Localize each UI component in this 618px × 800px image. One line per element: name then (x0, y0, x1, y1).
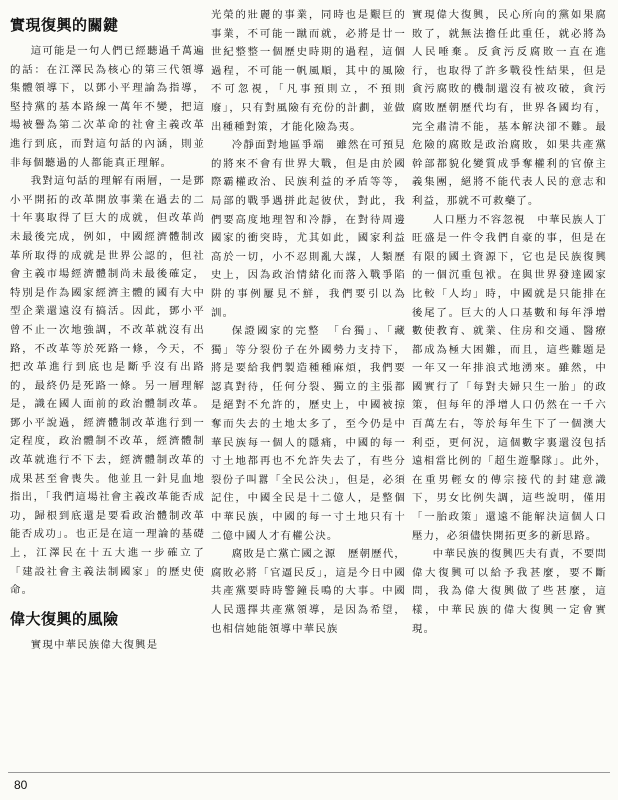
paragraph: 我對這句話的理解有兩層，一是鄧小平開拓的改革開放事業在過去的二十年裏取得了巨大的成就，但改革尚未最後完成，例如，中國經濟體制改革所取得的成就是世界公認的，但社會主義市場經濟體制尚未最後確定，特別是作為國家經濟主體的國有大中型企業還遠沒有搞活。因此，鄧小平曾不止一次地強調，不改革就沒有出路，不改革等於死路一條，今天，不把改革進行到底也是斷乎沒有出路的，最終仍是死路一條。另一層理解是，識在國人面前的政治體制改革。鄧小平說過，經濟體制改革進行到一定程度，政治體制不改革，經濟體制改革就進行不下去，經濟體制改革的成果甚至會喪失。他並且一針見血地指出，「我們這場社會主義改革能否成功，歸根到底還是要看政治體制改革能否成功」。也正是在這一理論的基礎上，江澤民在十五大進一步確立了「建設社會主義法制國家」的歷史使命。 (10, 175, 205, 597)
paragraph: 這可能是一句人們已經聽過千萬遍的話：在江澤民為核心的第三代領導集體領導下，以鄧小平理論為指導，堅持黨的基本路線一萬年不變，把這場被譽為第二次革命的社會主義改革進行到底，而對這句話的內涵，則並非每個聽過的人都能真正理解。 (10, 45, 205, 169)
paragraph: 腐敗是亡黨亡國之源 歷朝歷代，腐敗必將「官逼民反」，這是今日中國共產黨要時時警鐘長鳴的大事。中國人民選擇共產黨領導，是因為希望，也相信她能領導中華民族 (211, 548, 406, 635)
text-column-3 (412, 6, 607, 768)
paragraph: 實現中華民族偉大復興是 (30, 638, 159, 651)
page-number: 80 (14, 778, 28, 792)
footer-rule (8, 772, 610, 773)
paragraph: 實現偉大復興，民心所向的黨如果腐敗了，就無法擔任此重任，就必將為人民唾棄。反貪污反腐敗一直在進行，也取得了許多戰役性結果，但是貪污腐敗的機制還沒有被攻破，貪污腐敗歷朝歷代均有，世界各國均有，完全肅清不能，基本解決卻不難。最危險的腐敗是政治腐敗，如果共產黨幹部都貌化變質成爭奪權利的官僚主義集團，絕將不能代表人民的意志和利益，那就不可救藥了。 (412, 9, 607, 207)
paragraph: 中華民族的復興匹夫有責，不要問偉大復興可以給予我甚麼，要不斷問，我為偉大復興做了些甚麼，這樣，中華民族的偉大復興一定會實現。 (412, 548, 607, 635)
text-column-2 (211, 6, 406, 768)
paragraph: 保證國家的完整 「台獨」、「藏獨」等分裂份子在外國勢力支持下，將是要給我們製造種種麻煩，我們要認真對待，任何分裂、獨立的主張都是絕對不允許的，歷史上，中國被掠奪而失去的土地太多了，至今仍是中華民族每一個人的隱痛，中國的每一寸土地都再也不允許失去了，有些分裂份子叫囂「全民公決」，但是，必須記住，中國全民是十二億人，是整個中華民族，中國的每一寸土地只有十二億中國人才有權公決。 (211, 325, 406, 542)
article-page (10, 6, 608, 768)
section-heading: 實現復興的關鍵 (10, 16, 119, 34)
paragraph: 冷靜面對地區爭端 雖然在可預見的將來不會有世界大戰，但是由於國際霸權政治、民族利益的矛盾等等，局部的戰爭遇拼此起彼伏，對此，我們要高度地理智和冷靜，在對待周邊國家的衝突時，尤其如此，國家利益高於一切，小不忍則亂大謀，人類歷史上，因為政治情緒化而落入戰爭陷阱的事例屢見不鮮，我們要引以為訓。 (211, 139, 406, 319)
paragraph: 光榮的壯麗的事業，同時也是艱巨的事業，不可能一蹴而就，必將是廿一世紀整整一個歷史時期的過程，這個過程，不可能一帆風順，其中的風險不可忽視，「凡事預則立，不預則廢」，只有對風險有充份的計劃，並做出種種對策，才能化險為夷。 (211, 9, 406, 133)
text-column-1 (10, 6, 205, 768)
paragraph: 人口壓力不容忽視 中華民族人丁旺盛是一件令我們自豪的事，但是在有限的國土資源下，它也是民族復興的一個沉重包袱。在與世界發達國家比較「人均」時，中國就是只能排在後尾了。巨大的人口基數和每年淨增數使教育、就業、住房和交通、醫療都成為極大困難，而且，這些難題是一年又一年排浪式地湧來。雖然，中國實行了「每對夫婦只生一胎」的政策，但每年的淨增人口仍然在一千六百萬左右，等於每年生下了一個澳大利亞，更何況，這個數字裏還沒包括遠相當比例的「超生遊擊隊」。此外，在重男輕女的傳宗接代的封建意識下，男女比例失調，這些說明，僅用「一胎政策」還遠不能解決這個人口壓力，必須儘快開拓更多的新思路。 (412, 213, 607, 542)
section-heading: 偉大復興的風險 (10, 609, 119, 628)
